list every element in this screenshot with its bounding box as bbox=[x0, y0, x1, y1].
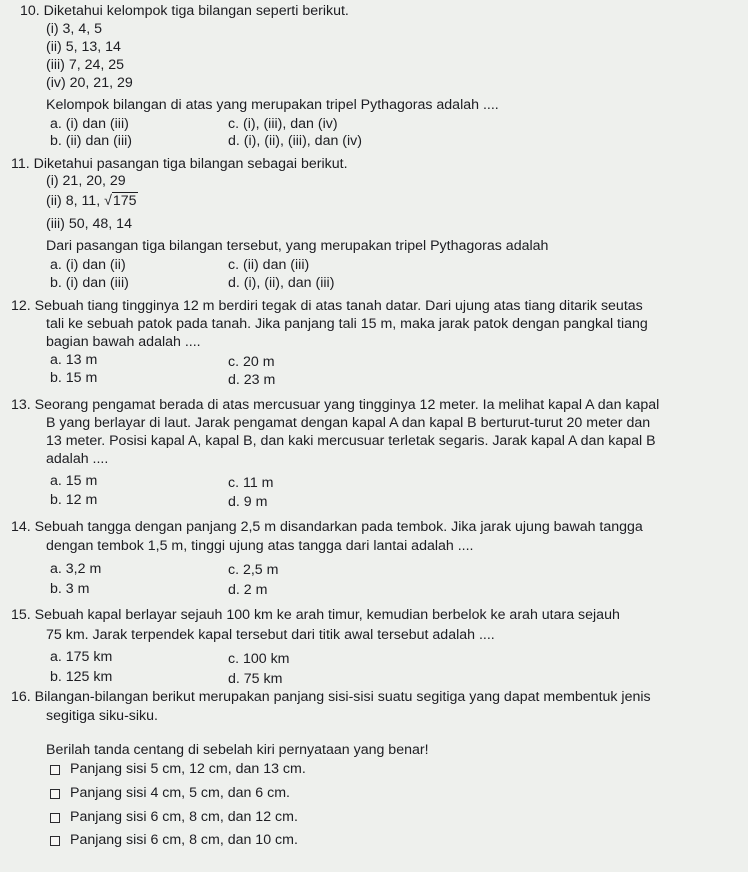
q12-line-3: bagian bawah adalah .... bbox=[46, 334, 201, 350]
q13-line-3: 13 meter. Posisi kapal A, kapal B, dan kaki mercusuar terletak segaris. Jarak kapal A dan kapal B bbox=[46, 433, 656, 449]
q10-option-c[interactable]: c. (i), (iii), dan (iv) bbox=[228, 116, 338, 132]
q16-statement-4: Panjang sisi 6 cm, 8 cm, dan 10 cm. bbox=[70, 832, 298, 848]
q13-line-2: B yang berlayar di laut. Jarak pengamat dengan kapal A dan kapal B berturut-turut 20 meter dan bbox=[46, 415, 651, 431]
q13-line-1: 13. Seorang pengamat berada di atas mercusuar yang tingginya 12 meter. Ia melihat kapal A dan kapal bbox=[11, 397, 660, 413]
q11-option-d[interactable]: d. (i), (ii), dan (iii) bbox=[228, 275, 335, 291]
q16-line-2: segitiga siku-siku. bbox=[46, 708, 158, 724]
q16-statement-3: Panjang sisi 6 cm, 8 cm, dan 12 cm. bbox=[70, 809, 298, 825]
q10-group-i: (i) 3, 4, 5 bbox=[46, 21, 102, 37]
q15-option-a[interactable]: a. 175 km bbox=[50, 649, 113, 665]
q10-header: 10. Diketahui kelompok tiga bilangan seperti berikut. bbox=[20, 3, 349, 19]
q11-option-c[interactable]: c. (ii) dan (iii) bbox=[228, 257, 310, 273]
q15-line-1: 15. Sebuah kapal berlayar sejauh 100 km ke arah timur, kemudian berbelok ke arah utara sejauh bbox=[11, 607, 620, 623]
q15-option-b[interactable]: b. 125 km bbox=[50, 669, 113, 685]
q13-line-4: adalah .... bbox=[46, 451, 109, 467]
q14-option-d[interactable]: d. 2 m bbox=[228, 582, 268, 598]
q16-instruction: Berilah tanda centang di sebelah kiri pernyataan yang benar! bbox=[46, 742, 429, 758]
q11-group-ii-text: (ii) 8, 11, bbox=[46, 193, 101, 209]
q16-checkbox-3[interactable] bbox=[50, 813, 60, 823]
q14-option-a[interactable]: a. 3,2 m bbox=[50, 561, 102, 577]
q14-line-1: 14. Sebuah tangga dengan panjang 2,5 m disandarkan pada tembok. Jika jarak ujung bawah tangga bbox=[11, 519, 643, 535]
q10-option-a[interactable]: a. (i) dan (iii) bbox=[50, 116, 129, 132]
q11-option-a[interactable]: a. (i) dan (ii) bbox=[50, 257, 126, 273]
q12-option-a[interactable]: a. 13 m bbox=[50, 352, 98, 368]
q12-option-b[interactable]: b. 15 m bbox=[50, 370, 98, 386]
q11-header: 11. Diketahui pasangan tiga bilangan sebagai berikut. bbox=[11, 156, 348, 172]
q11-option-b[interactable]: b. (i) dan (iii) bbox=[50, 275, 129, 291]
q10-group-iv: (iv) 20, 21, 29 bbox=[46, 75, 133, 91]
q16-checkbox-4[interactable] bbox=[50, 836, 60, 846]
q16-line-1: 16. Bilangan-bilangan berikut merupakan panjang sisi-sisi suatu segitiga yang dapat membentuk jenis bbox=[11, 689, 651, 705]
q16-statement-2: Panjang sisi 4 cm, 5 cm, dan 6 cm. bbox=[70, 785, 290, 801]
q12-option-c[interactable]: c. 20 m bbox=[228, 354, 275, 370]
q14-option-b[interactable]: b. 3 m bbox=[50, 581, 90, 597]
q16-checkbox-1[interactable] bbox=[50, 765, 60, 775]
q11-group-i: (i) 21, 20, 29 bbox=[46, 173, 126, 189]
q12-line-1: 12. Sebuah tiang tingginya 12 m berdiri tegak di atas tanah datar. Dari ujung atas tiang ditarik seutas bbox=[11, 298, 643, 314]
q13-option-a[interactable]: a. 15 m bbox=[50, 473, 98, 489]
q11-question: Dari pasangan tiga bilangan tersebut, yang merupakan tripel Pythagoras adalah bbox=[46, 238, 549, 254]
q12-line-2: tali ke sebuah patok pada tanah. Jika panjang tali 15 m, maka jarak patok dengan pangkal tiang bbox=[46, 316, 648, 332]
sqrt-sign: √175 bbox=[104, 193, 137, 209]
q15-option-d[interactable]: d. 75 km bbox=[228, 671, 283, 687]
q14-option-c[interactable]: c. 2,5 m bbox=[228, 562, 279, 578]
sqrt-radicand: 175 bbox=[112, 193, 137, 209]
q13-option-c[interactable]: c. 11 m bbox=[228, 475, 274, 491]
q10-option-d[interactable]: d. (i), (ii), (iii), dan (iv) bbox=[228, 133, 362, 149]
q12-option-d[interactable]: d. 23 m bbox=[228, 372, 276, 388]
q10-group-ii: (ii) 5, 13, 14 bbox=[46, 39, 121, 55]
q10-question: Kelompok bilangan di atas yang merupakan tripel Pythagoras adalah .... bbox=[46, 97, 499, 113]
q13-option-b[interactable]: b. 12 m bbox=[50, 492, 98, 508]
q13-option-d[interactable]: d. 9 m bbox=[228, 494, 268, 510]
q11-group-iii: (iii) 50, 48, 14 bbox=[46, 216, 132, 232]
q16-statement-1: Panjang sisi 5 cm, 12 cm, dan 13 cm. bbox=[70, 761, 306, 777]
q16-checkbox-2[interactable] bbox=[50, 789, 60, 799]
q15-option-c[interactable]: c. 100 km bbox=[228, 651, 290, 667]
q10-option-b[interactable]: b. (ii) dan (iii) bbox=[50, 133, 132, 149]
q15-line-2: 75 km. Jarak terpendek kapal tersebut dari titik awal tersebut adalah .... bbox=[46, 627, 495, 643]
q11-group-ii bbox=[46, 192, 138, 211]
q14-line-2: dengan tembok 1,5 m, tinggi ujung atas tangga dari lantai adalah .... bbox=[46, 538, 474, 554]
q10-group-iii: (iii) 7, 24, 25 bbox=[46, 57, 125, 73]
